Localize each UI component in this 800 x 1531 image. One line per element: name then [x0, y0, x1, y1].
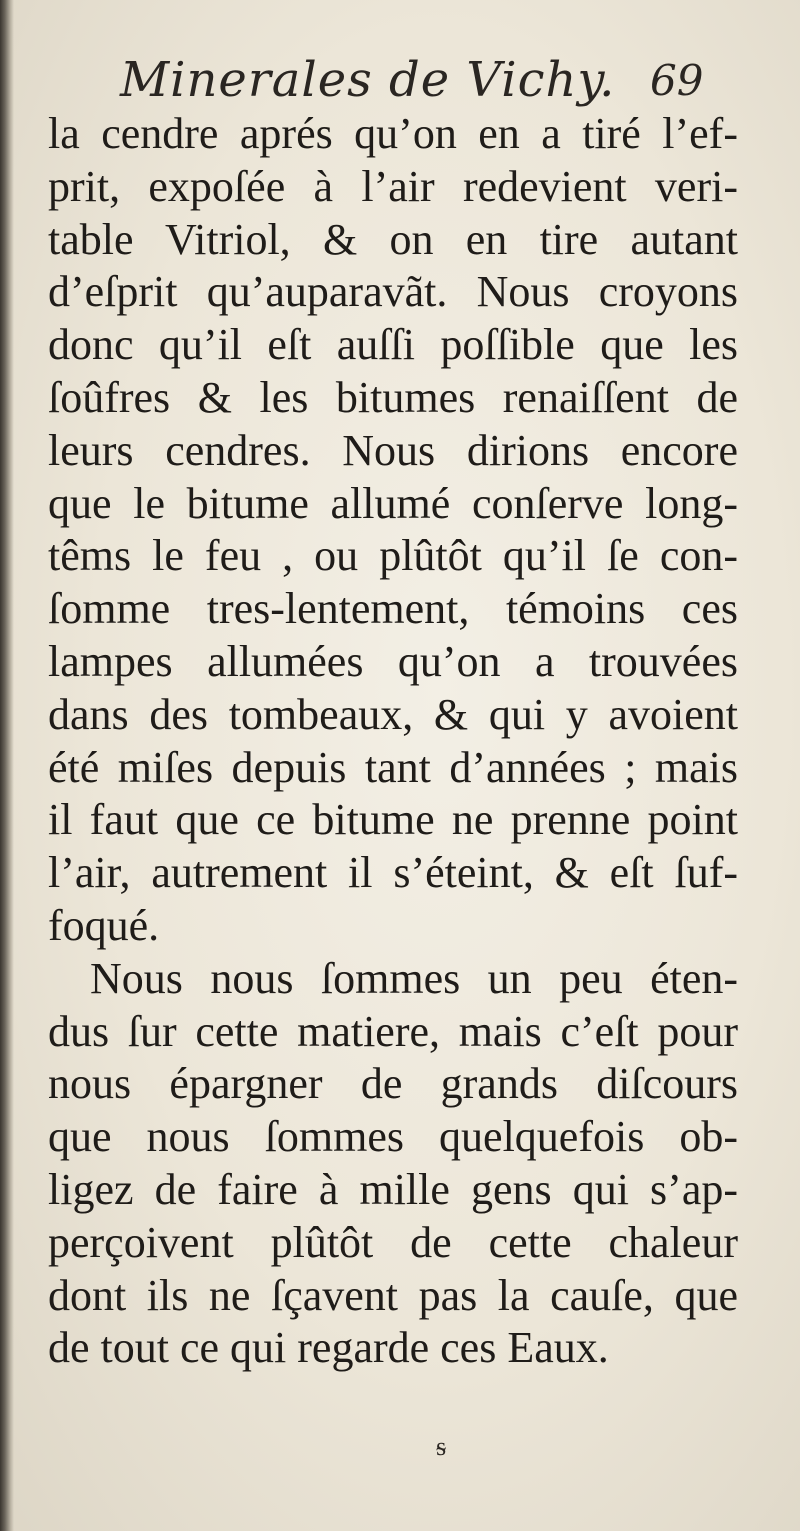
text-line: que nous ſommes quelquefois ob- [48, 1112, 738, 1162]
text-line: il faut que ce bitume ne prenne point [48, 795, 738, 845]
text-line: dus ſur cette matiere, mais c’eſt pour [48, 1006, 738, 1056]
text-line: dont ils ne ſçavent pas la cauſe, que [48, 1270, 738, 1320]
running-head [0, 52, 800, 112]
text-line: la cendre aprés qu’on en a tiré l’ef- [48, 109, 738, 158]
text-line: dans des tombeaux, & qui y avoient [48, 689, 738, 739]
text-line: été miſes depuis tant d’années ; mais [48, 742, 738, 792]
body-text [48, 108, 738, 1375]
binding-gutter [0, 0, 14, 1531]
text-line: d’eſprit qu’auparavãt. Nous croyons [48, 267, 738, 317]
text-line: que le bitume allumé conſerve long- [48, 478, 738, 528]
text-line: ligez de faire à mille gens qui s’ap- [48, 1164, 738, 1214]
text-line: donc qu’il eſt auſſi poſſible que les [48, 320, 738, 370]
signature-mark: ᵴ [436, 1432, 447, 1461]
text-line: foqué. [48, 900, 160, 950]
text-line: table Vitriol, & on en tire autant [48, 214, 738, 264]
text-line: leurs cendres. Nous dirions encore [48, 425, 738, 475]
text-line: l’air, autrement il s’éteint, & eſt ſuf- [48, 848, 738, 898]
paragraph-start-line: Nous nous ſommes un peu éten- [90, 953, 738, 1003]
text-line: lampes allumées qu’on a trouvées [48, 636, 738, 686]
text-line: nous épargner de grands diſcours [48, 1059, 738, 1109]
text-line: de tout ce qui regarde ces Eaux. [48, 1323, 609, 1373]
text-line: ſoûfres & les bitumes renaiſſent de [48, 372, 738, 422]
running-title: Minerales de Vichy. [120, 52, 616, 108]
text-line: ſomme tres-lentement, témoins ces [48, 584, 738, 634]
text-line: têms le feu , ou plûtôt qu’il ſe con- [48, 531, 738, 581]
text-line: prit, expoſée à l’air redevient veri- [48, 161, 738, 211]
page-number: 69 [650, 56, 704, 105]
text-line: perçoivent plûtôt de cette chaleur [48, 1217, 738, 1267]
